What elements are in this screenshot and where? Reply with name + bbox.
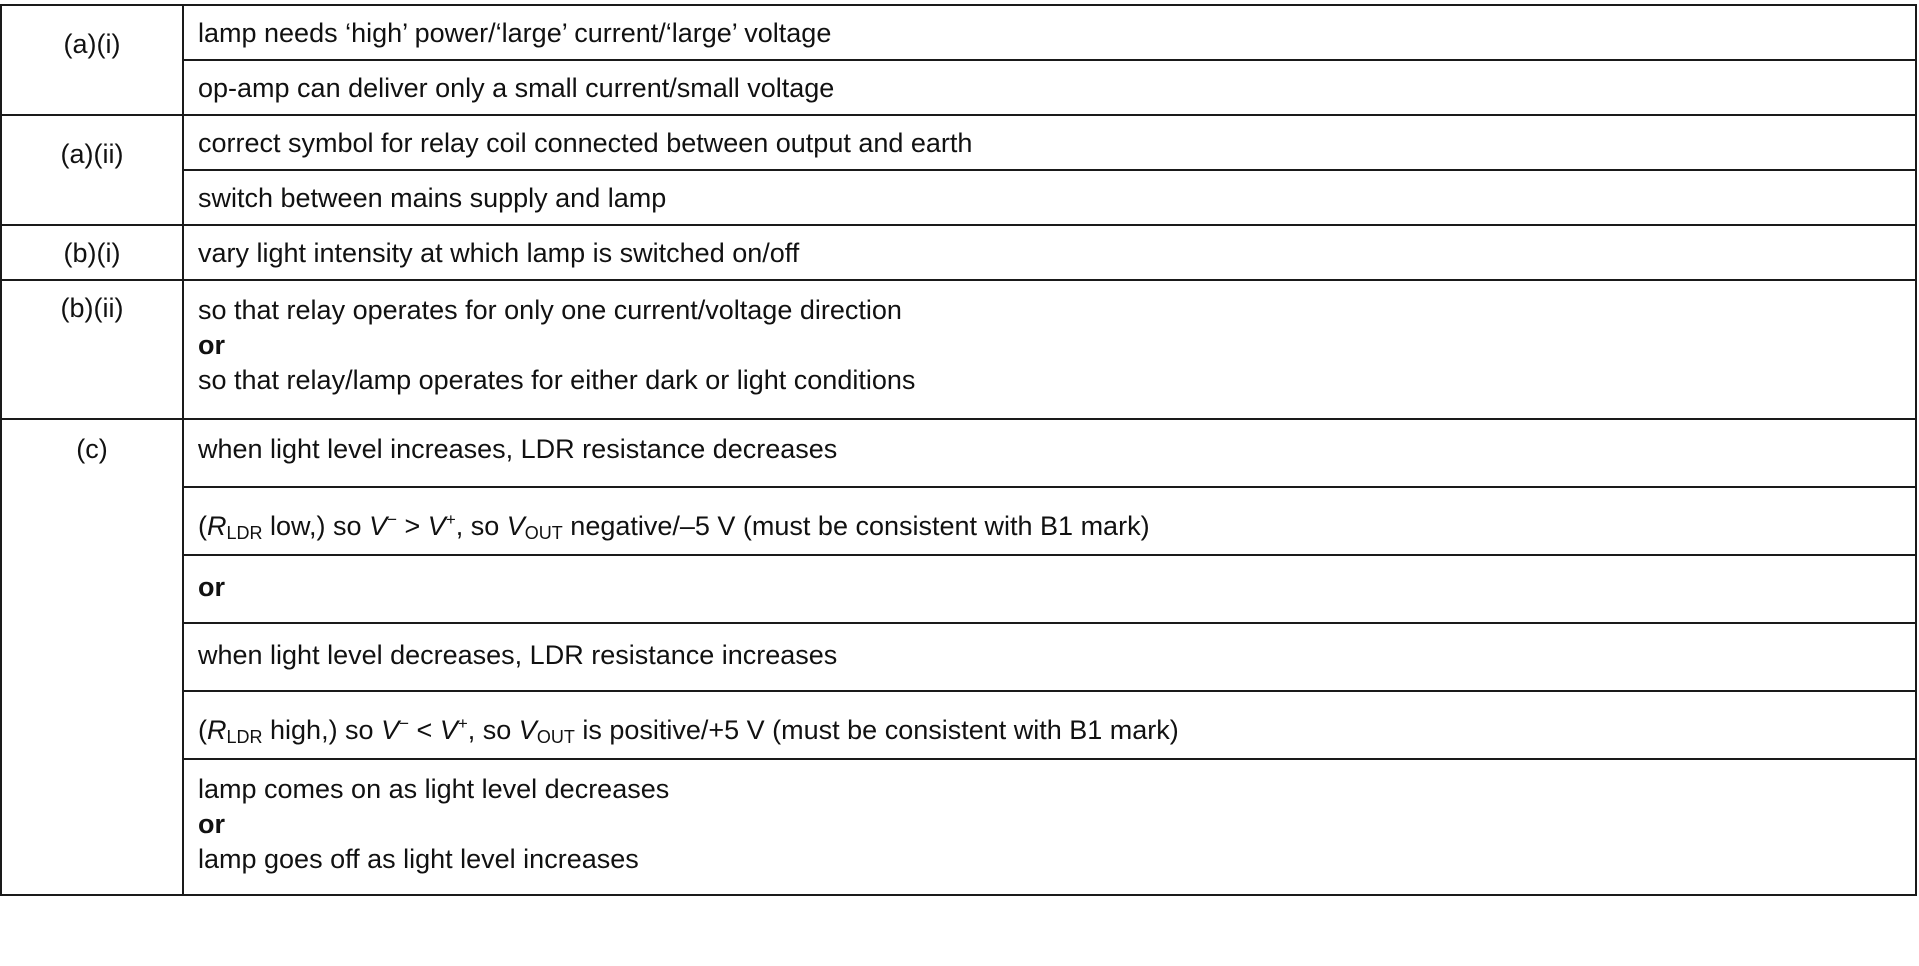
or-separator: or	[198, 572, 225, 602]
subscript-out: OUT	[524, 523, 563, 543]
answer-equation	[198, 502, 1901, 551]
superscript-minus: −	[399, 714, 410, 733]
comparison-operator: >	[397, 511, 428, 541]
text-fragment: , so	[455, 511, 507, 541]
table-row	[1, 623, 1916, 691]
superscript-minus: −	[387, 510, 398, 529]
symbol-r: R	[207, 715, 227, 745]
answer-text: lamp goes off as light level increases	[198, 844, 639, 874]
text-fragment: high,) so	[262, 715, 382, 745]
symbol-v: V	[427, 511, 446, 541]
subscript-ldr: LDR	[226, 727, 263, 747]
table-row	[1, 60, 1916, 115]
answer-cell	[183, 555, 1916, 623]
table-row	[1, 5, 1916, 60]
table-row	[1, 691, 1916, 759]
answer-cell	[183, 487, 1916, 555]
answer-text: switch between mains supply and lamp	[198, 183, 667, 213]
superscript-plus: +	[445, 510, 456, 529]
answer-text: so that relay/lamp operates for either dark or light conditions	[198, 365, 916, 395]
subscript-out: OUT	[536, 727, 575, 747]
symbol-v: V	[369, 511, 388, 541]
answer-cell	[183, 280, 1916, 419]
symbol-v: V	[381, 715, 400, 745]
answer-cell	[183, 623, 1916, 691]
table-row	[1, 487, 1916, 555]
answer-text: op-amp can deliver only a small current/small voltage	[198, 73, 835, 103]
answer-cell	[183, 419, 1916, 487]
answer-cell	[183, 170, 1916, 225]
answer-text: lamp needs ‘high’ power/‘large’ current/‘large’ voltage	[198, 18, 832, 48]
answer-text: vary light intensity at which lamp is switched on/off	[198, 238, 800, 268]
answer-text: so that relay operates for only one current/voltage direction	[198, 295, 902, 325]
text-fragment: , so	[467, 715, 519, 745]
table-row	[1, 225, 1916, 280]
question-label: (b)(ii)	[1, 280, 183, 419]
question-label: (a)(ii)	[1, 115, 183, 225]
table-row	[1, 170, 1916, 225]
text-fragment: (	[198, 715, 207, 745]
answer-cell	[183, 60, 1916, 115]
text-fragment: (	[198, 511, 207, 541]
answer-text: when light level decreases, LDR resistance increases	[198, 640, 838, 670]
answer-text: when light level increases, LDR resistance decreases	[198, 434, 838, 464]
text-fragment: negative/–5 V (must be consistent with B1 mark)	[562, 511, 1150, 541]
question-label: (c)	[1, 419, 183, 895]
answer-equation	[198, 706, 1901, 755]
table-row	[1, 280, 1916, 419]
subscript-ldr: LDR	[226, 523, 263, 543]
answer-cell	[183, 5, 1916, 60]
answer-text: correct symbol for relay coil connected between output and earth	[198, 128, 973, 158]
or-separator: or	[198, 809, 225, 839]
question-label: (a)(i)	[1, 5, 183, 115]
table-row	[1, 419, 1916, 487]
table-row	[1, 115, 1916, 170]
answer-cell	[183, 115, 1916, 170]
comparison-operator: <	[409, 715, 440, 745]
symbol-v: V	[518, 715, 537, 745]
superscript-plus: +	[457, 714, 468, 733]
text-fragment: is positive/+5 V (must be consistent with B1 mark)	[574, 715, 1179, 745]
table-row	[1, 555, 1916, 623]
question-label: (b)(i)	[1, 225, 183, 280]
text-fragment: low,) so	[262, 511, 370, 541]
mark-scheme-table	[0, 4, 1917, 896]
or-separator: or	[198, 330, 225, 360]
symbol-v: V	[439, 715, 458, 745]
symbol-r: R	[207, 511, 227, 541]
table-row	[1, 759, 1916, 895]
answer-cell	[183, 225, 1916, 280]
answer-cell	[183, 691, 1916, 759]
symbol-v: V	[506, 511, 525, 541]
answer-text: lamp comes on as light level decreases	[198, 774, 670, 804]
answer-cell	[183, 759, 1916, 895]
